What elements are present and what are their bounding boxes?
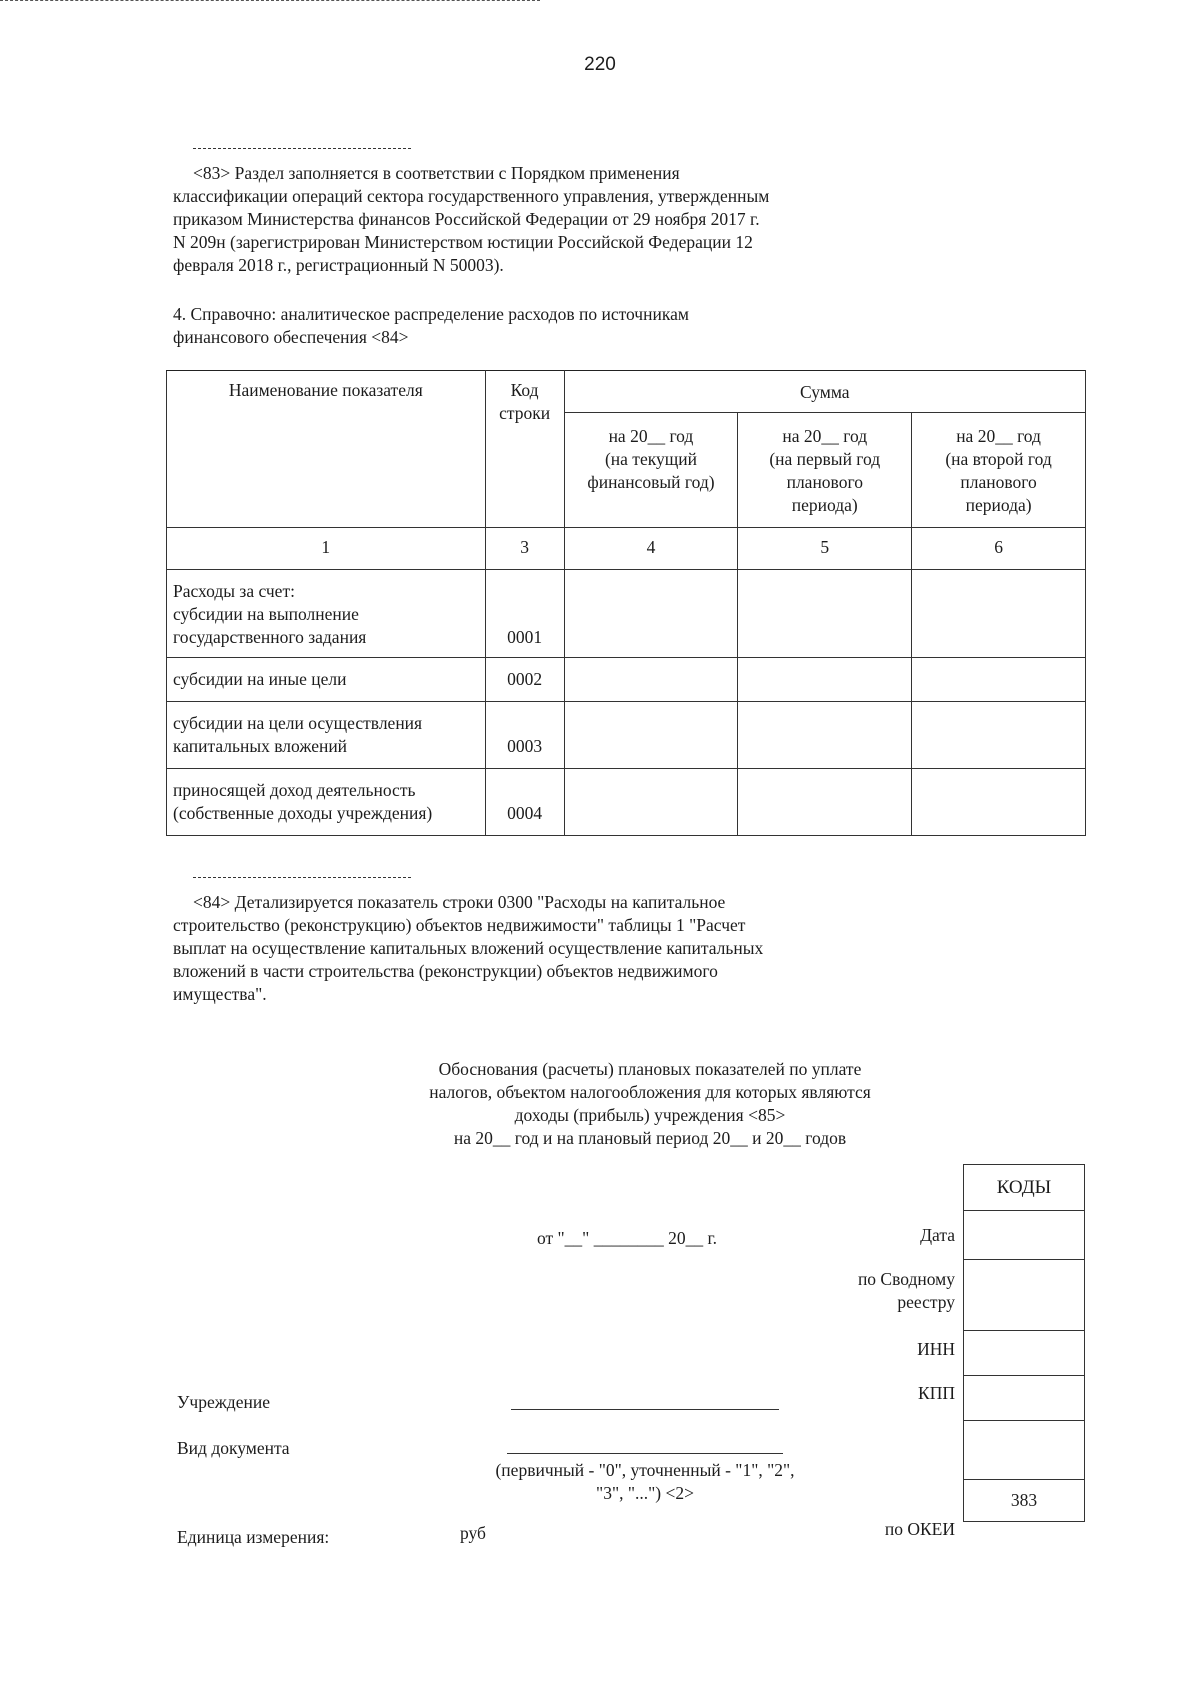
- header-indicator-name: Наименование показателя: [167, 371, 486, 528]
- value-cell: [738, 702, 912, 769]
- financing-sources-table: [166, 370, 1086, 836]
- doc-type-field-line: [507, 1453, 783, 1454]
- code-doc-type-cell: [964, 1421, 1084, 1480]
- row-name-line: (собственные доходы учреждения): [173, 803, 433, 823]
- header-row-code: Код строки: [485, 371, 564, 528]
- header-line: планового: [960, 472, 1037, 492]
- code-inn-cell: [964, 1331, 1084, 1376]
- header-line: периода): [965, 495, 1032, 515]
- header-sum: Сумма: [564, 371, 1085, 413]
- footnote-83-line: февраля 2018 г., регистрационный N 50003).: [173, 255, 504, 275]
- header-line: (на текущий: [604, 449, 697, 469]
- label-doc-type: Вид документа: [177, 1438, 290, 1458]
- row-code: 0004: [485, 769, 564, 836]
- footnote-83-line: N 209н (зарегистрирован Министерством юстиции Российской Федерации 12: [173, 232, 753, 252]
- page-number: 220: [584, 54, 616, 75]
- column-number: 6: [912, 528, 1086, 570]
- value-cell: [564, 769, 738, 836]
- header-line: периода): [791, 495, 858, 515]
- footnote-84-line: выплат на осуществление капитальных вложений осуществление капитальных: [173, 938, 764, 958]
- value-cell: [738, 570, 912, 658]
- row-name-line: субсидии на цели осуществления: [173, 713, 423, 733]
- code-date-cell: [964, 1211, 1084, 1260]
- value-cell: [564, 702, 738, 769]
- value-cell: [912, 658, 1086, 702]
- institution-field-line: [511, 1409, 779, 1410]
- value-cell: [912, 769, 1086, 836]
- form-title-line: доходы (прибыль) учреждения <85>: [514, 1105, 786, 1125]
- header-line: на 20__ год: [608, 426, 694, 446]
- footnote-separator: [193, 148, 411, 149]
- footnote-84-line: строительство (реконструкцию) объектов недвижимости" таблицы 1 "Расчет: [173, 915, 746, 935]
- label-inn: ИНН: [917, 1339, 955, 1359]
- footnote-84-line: <84> Детализируется показатель строки 0300 "Расходы на капитальное: [193, 892, 726, 912]
- row-code: 0002: [485, 658, 564, 702]
- table-row: [167, 658, 1086, 702]
- row-name: [167, 702, 486, 769]
- header-year-current: [564, 413, 738, 528]
- date-line: от "__" ________ 20__ г.: [537, 1228, 718, 1248]
- value-cell: [738, 769, 912, 836]
- section-4-line: финансового обеспечения <84>: [173, 327, 409, 347]
- code-okei-cell: 383: [1010, 1490, 1038, 1510]
- label-registry: [780, 1268, 955, 1314]
- header-line: (на второй год: [945, 449, 1052, 469]
- label-institution: Учреждение: [177, 1392, 270, 1412]
- label-okei: по ОКЕИ: [884, 1519, 955, 1539]
- value-cell: [738, 658, 912, 702]
- codes-header: КОДЫ: [963, 1164, 1085, 1210]
- form-title: [360, 1058, 940, 1150]
- label-kpp: КПП: [918, 1383, 955, 1403]
- doc-type-hint: [430, 1459, 860, 1505]
- row-name: [167, 658, 486, 702]
- header-line: (на первый год: [769, 449, 881, 469]
- column-number: 5: [738, 528, 912, 570]
- row-name: [167, 769, 486, 836]
- table-row: [167, 570, 1086, 658]
- column-number: 4: [564, 528, 738, 570]
- row-name-line: приносящей доход деятельность: [173, 780, 416, 800]
- header-line: на 20__ год: [956, 426, 1041, 446]
- value-cell: [912, 570, 1086, 658]
- row-code: 0001: [485, 570, 564, 658]
- footnote-84-line: имущества".: [173, 984, 267, 1004]
- doc-type-hint-line: "3", "...") <2>: [596, 1483, 694, 1503]
- label-unit: Единица измерения:: [177, 1527, 330, 1547]
- value-cell: [564, 658, 738, 702]
- row-name-line: капитальных вложений: [173, 736, 348, 756]
- footnote-separator: [193, 877, 411, 878]
- table-row: [167, 769, 1086, 836]
- top-scan-marks: [0, 0, 540, 4]
- codes-column: [963, 1210, 1085, 1522]
- label-date: Дата: [920, 1225, 955, 1245]
- header-line: на 20__ год: [782, 426, 868, 446]
- code-registry-cell: [964, 1260, 1084, 1331]
- header-year-second-plan: [912, 413, 1086, 528]
- section-4-heading: [173, 303, 843, 349]
- row-name-line: субсидии на выполнение: [173, 604, 359, 624]
- header-line: финансовый год): [587, 472, 715, 492]
- section-4-line: 4. Справочно: аналитическое распределение расходов по источникам: [173, 304, 689, 324]
- header-year-first-plan: [738, 413, 912, 528]
- footnote-83-line: <83> Раздел заполняется в соответствии с Порядком применения: [193, 163, 680, 183]
- form-title-line: Обоснования (расчеты) плановых показателей по уплате: [438, 1059, 862, 1079]
- column-number: 1: [167, 528, 486, 570]
- form-title-line: на 20__ год и на плановый период 20__ и 20__ годов: [453, 1128, 847, 1148]
- doc-type-hint-line: (первичный - "0", уточненный - "1", "2",: [495, 1460, 795, 1480]
- value-cell: [912, 702, 1086, 769]
- footnote-84-line: вложений в части строительства (реконструкции) объектов недвижимого: [173, 961, 718, 981]
- unit-value: руб: [460, 1523, 486, 1543]
- row-code: 0003: [485, 702, 564, 769]
- value-cell: [564, 570, 738, 658]
- row-name-line: Расходы за счет:: [173, 581, 295, 601]
- code-kpp-cell: [964, 1376, 1084, 1421]
- footnote-84: [173, 891, 885, 1006]
- label-registry-line: реестру: [897, 1292, 955, 1312]
- footnote-83-line: приказом Министерства финансов Российской Федерации от 29 ноября 2017 г.: [173, 209, 760, 229]
- table-row: [167, 702, 1086, 769]
- form-title-line: налогов, объектом налогообложения для которых являются: [429, 1082, 871, 1102]
- row-name-line: субсидии на иные цели: [173, 669, 347, 689]
- row-name: [167, 570, 486, 658]
- footnote-83-line: классификации операций сектора государственного управления, утвержденным: [173, 186, 770, 206]
- header-line: планового: [786, 472, 863, 492]
- footnote-83: [173, 162, 885, 277]
- label-registry-line: по Сводному: [857, 1269, 955, 1289]
- row-name-line: государственного задания: [173, 627, 367, 647]
- column-number: 3: [485, 528, 564, 570]
